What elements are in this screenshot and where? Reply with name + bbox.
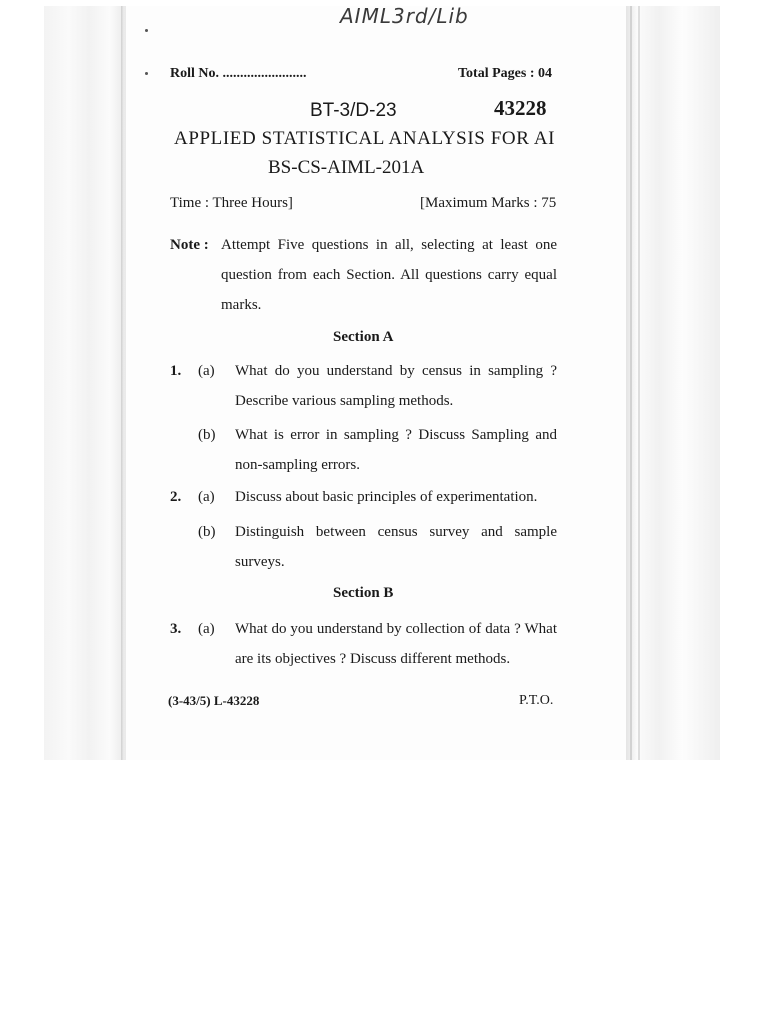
question-1b-label: (b) [198, 427, 216, 443]
subject-title: APPLIED STATISTICAL ANALYSIS FOR AI [174, 128, 556, 149]
question-2a-text: Discuss about basic principles of experimentation. [235, 489, 538, 505]
roll-number-field: Roll No. ........................ [170, 66, 307, 81]
scan-speck [145, 29, 148, 32]
question-2a-label: (a) [198, 489, 215, 505]
left-binding-shadow [44, 6, 126, 760]
note-text: Attempt Five questions in all, selecting at least one question from each Section. All questions carry equal marks. [221, 237, 557, 313]
exam-time: Time : Three Hours] [170, 195, 293, 211]
paper-number: 43228 [494, 96, 547, 120]
course-code: BS-CS-AIML-201A [268, 157, 425, 178]
section-a-heading: Section A [333, 329, 394, 345]
section-b-heading: Section B [333, 585, 394, 601]
question-3a-label: (a) [198, 621, 215, 637]
handwritten-note: AIML3rd/Lib [340, 4, 469, 28]
right-binding-shadow [626, 6, 720, 760]
question-1-number: 1. [170, 363, 182, 379]
total-pages: Total Pages : 04 [458, 66, 552, 81]
maximum-marks: [Maximum Marks : 75 [420, 195, 557, 211]
question-2b-text: Distinguish between census survey and sample surveys. [235, 524, 557, 570]
question-1a-text: What do you understand by census in sampling ? Describe various sampling methods. [235, 363, 557, 409]
question-1a-label: (a) [198, 363, 215, 379]
paper-code: BT-3/D-23 [310, 100, 397, 121]
question-3a-text: What do you understand by collection of data ? What are its objectives ? Discuss different methods. [235, 621, 557, 667]
question-2-number: 2. [170, 489, 182, 505]
scan-speck [145, 72, 148, 75]
footer-paper-ref: (3-43/5) L-43228 [168, 693, 260, 708]
note-label: Note : [170, 237, 209, 253]
footer-pto: P.T.O. [519, 693, 554, 708]
question-1b-text: What is error in sampling ? Discuss Sampling and non-sampling errors. [235, 427, 557, 473]
question-2b-label: (b) [198, 524, 216, 540]
question-3-number: 3. [170, 621, 182, 637]
